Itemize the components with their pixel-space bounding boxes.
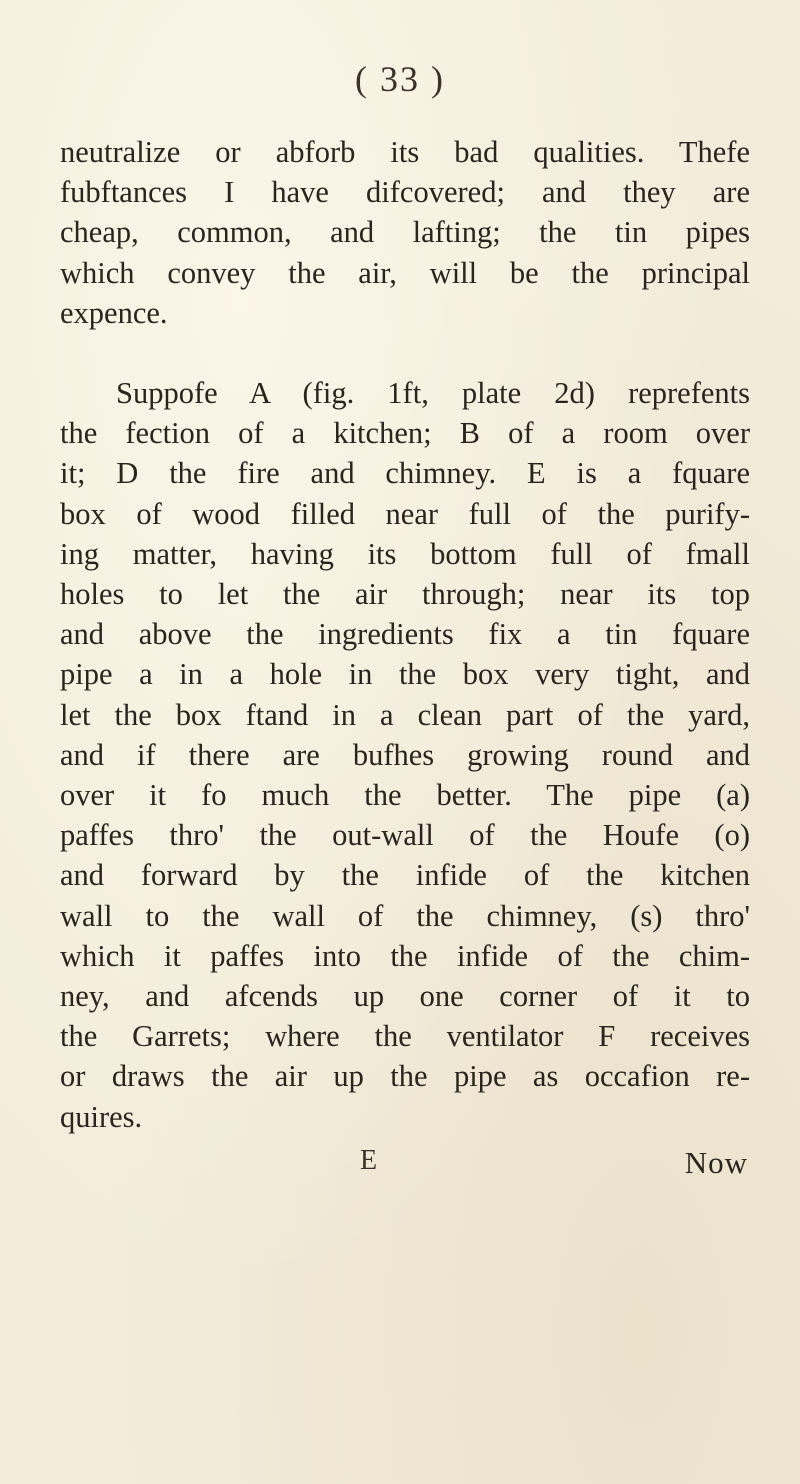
text-line: fubftances I have difcovered; and they are (60, 175, 750, 210)
text-line: neutralize or abforb its bad qualities. Thefe (60, 135, 750, 169)
text-line: the fection of a kitchen; B of a room over (60, 416, 750, 451)
text-line: expence. (60, 295, 168, 330)
body-text (60, 132, 750, 1137)
paragraph-gap (60, 333, 750, 373)
text-line: and if there are bufhes growing round and (60, 737, 750, 772)
text-line: Suppofe A (fig. 1ft, plate 2d) reprefents (116, 376, 750, 411)
signature-mark: E (360, 1145, 378, 1176)
text-line: paffes thro' the out-wall of the Houfe (o) (60, 818, 750, 853)
text-line: which convey the air, will be the principal (60, 255, 750, 290)
catchword: Now (684, 1145, 748, 1180)
text-line: ing matter, having its bottom full of fmall (60, 536, 750, 571)
text-line: cheap, common, and lafting; the tin pipes (60, 215, 750, 250)
text-line: quires. (60, 1099, 143, 1134)
text-line: over it fo much the better. The pipe (a) (60, 778, 750, 813)
page-footer (0, 1145, 800, 1185)
text-line: which it paffes into the infide of the chim- (60, 938, 750, 973)
text-line: box of wood filled near full of the purify- (60, 496, 750, 531)
text-line: let the box ftand in a clean part of the yard, (60, 697, 750, 732)
page-number-header: ( 33 ) (355, 59, 445, 99)
text-line: ney, and afcends up one corner of it to (60, 979, 750, 1014)
text-line: it; D the fire and chimney. E is a fquare (60, 456, 750, 491)
paragraph-2 (60, 373, 750, 1137)
text-line: and above the ingredients fix a tin fquare (60, 617, 750, 652)
text-line: and forward by the infide of the kitchen (60, 858, 750, 893)
paragraph-1 (60, 132, 750, 333)
text-line: wall to the wall of the chimney, (s) thro' (60, 898, 750, 933)
text-line: holes to let the air through; near its top (60, 577, 750, 612)
text-line: pipe a in a hole in the box very tight, and (60, 657, 750, 692)
text-line: or draws the air up the pipe as occafion re- (60, 1059, 750, 1094)
text-line: the Garrets; where the ventilator F receives (60, 1019, 750, 1054)
